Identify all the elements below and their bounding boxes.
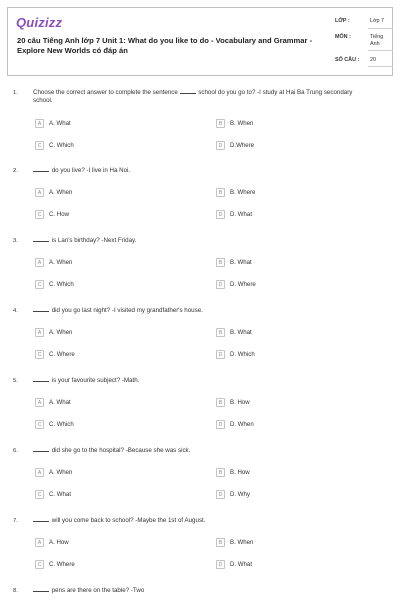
answer-blank [33,517,49,522]
question-text [33,447,368,455]
option-text: C. Which [49,142,74,149]
option-letter: C [35,560,44,569]
question-text-after: pens are there on the table? -Two [51,587,145,594]
option-d[interactable] [216,350,255,359]
worksheet-header [7,7,393,76]
option-text: A. When [49,189,73,196]
answer-blank [33,587,49,592]
option-letter: A [35,538,44,547]
question-number: 4. [13,308,18,314]
count-label: SỐ CÂU : [335,57,360,63]
option-text: C. Which [49,281,74,288]
option-text: C. Where [49,561,75,568]
answer-blank [33,447,49,452]
question-number: 6. [13,448,18,454]
option-a[interactable] [35,188,72,197]
option-letter: D [216,210,225,219]
subject-value: Tiếng Anh [370,34,384,47]
option-a[interactable] [35,468,72,477]
option-text: D. What [230,211,253,218]
option-d[interactable] [216,560,252,569]
option-letter: B [216,328,225,337]
question-text-after: school do you go to? -I study at Hai Ba Trung secondary school. [33,89,353,104]
question-text-after: did she go to the hospital? -Because she was sick. [51,447,191,454]
count-underline [368,66,393,67]
option-text: B. What [230,329,252,336]
option-a[interactable] [35,328,72,337]
answer-blank [180,89,196,94]
question-text-after: will you come back to school? -Maybe the 1st of August. [51,517,206,524]
option-letter: C [35,490,44,499]
option-text: B. How [230,469,250,476]
option-a[interactable] [35,119,71,128]
option-text: D. Which [230,351,255,358]
option-c[interactable] [35,420,74,429]
option-letter: B [216,468,225,477]
question-text-after: is Lan's birthday? -Next Friday. [51,237,137,244]
answer-blank [33,377,49,382]
option-letter: C [35,210,44,219]
option-c[interactable] [35,280,74,289]
option-a[interactable] [35,398,71,407]
question-text [33,237,368,245]
option-a[interactable] [35,538,69,547]
subject-underline [368,50,393,51]
question-text [33,307,368,315]
option-text: C. What [49,491,72,498]
option-text: C. Which [49,421,74,428]
option-text: A. What [49,120,71,127]
question-text [33,517,368,525]
class-value: Lớp 7 [370,18,385,24]
option-letter: D [216,350,225,359]
option-b[interactable] [216,258,252,267]
option-text: B. What [230,259,252,266]
option-text: B. When [230,539,254,546]
option-letter: A [35,468,44,477]
question-number: 3. [13,238,18,244]
option-text: A. What [49,399,71,406]
option-d[interactable] [216,490,250,499]
option-a[interactable] [35,258,72,267]
option-text: D.Where [230,142,255,149]
option-letter: C [35,141,44,150]
option-text: B. Where [230,189,256,196]
option-text: C. How [49,211,69,218]
quizizz-logo: Quizizz [16,15,63,30]
question-text [33,587,368,595]
question-text-after: is your favourite subject? -Math. [51,377,140,384]
option-letter: B [216,119,225,128]
option-text: B. When [230,120,254,127]
option-letter: A [35,258,44,267]
option-letter: D [216,560,225,569]
option-letter: A [35,398,44,407]
option-b[interactable] [216,398,250,407]
question-number: 7. [13,518,18,524]
option-text: B. How [230,399,250,406]
option-b[interactable] [216,188,255,197]
question-text-after: did you go last night? -I visited my grandfather's house. [51,307,203,314]
worksheet-title: 20 câu Tiếng Anh lớp 7 Unit 1: What do you like to do - Vocabulary and Grammar - Explore New Worlds có đáp án [17,36,313,55]
answer-blank [33,237,49,242]
option-text: A. When [49,329,73,336]
option-letter: B [216,258,225,267]
option-letter: D [216,280,225,289]
option-text: D. Why [230,491,250,498]
option-letter: D [216,420,225,429]
question-number: 1. [13,90,18,96]
option-letter: A [35,328,44,337]
option-b[interactable] [216,538,253,547]
subject-label: MÔN : [335,34,351,40]
option-letter: C [35,280,44,289]
class-label: LỚP : [335,18,350,24]
class-underline [368,28,393,29]
option-letter: B [216,188,225,197]
option-text: D. When [230,421,254,428]
option-b[interactable] [216,119,253,128]
question-text [33,167,368,175]
option-c[interactable] [35,560,75,569]
option-letter: B [216,538,225,547]
option-d[interactable] [216,210,252,219]
option-letter: A [35,188,44,197]
question-text [33,89,368,105]
option-text: A. When [49,469,73,476]
question-number: 8. [13,588,18,594]
option-d[interactable] [216,141,254,150]
option-d[interactable] [216,420,254,429]
option-text: D. Where [230,281,256,288]
option-b[interactable] [216,328,252,337]
option-letter: C [35,350,44,359]
question-text-before: Choose the correct answer to complete the sentence [33,89,178,96]
count-value: 20 [370,57,376,63]
option-b[interactable] [216,468,250,477]
option-text: C. Where [49,351,75,358]
option-c[interactable] [35,141,74,150]
option-c[interactable] [35,350,75,359]
option-d[interactable] [216,280,256,289]
option-letter: D [216,141,225,150]
option-c[interactable] [35,210,69,219]
question-text-after: do you live? -I live in Ha Noi. [51,167,131,174]
question-text [33,377,368,385]
answer-blank [33,167,49,172]
option-text: A. How [49,539,69,546]
option-letter: A [35,119,44,128]
option-letter: D [216,490,225,499]
answer-blank [33,307,49,312]
option-text: D. What [230,561,253,568]
option-text: A. When [49,259,73,266]
option-c[interactable] [35,490,71,499]
option-letter: B [216,398,225,407]
question-number: 5. [13,378,18,384]
option-letter: C [35,420,44,429]
question-number: 2. [13,168,18,174]
